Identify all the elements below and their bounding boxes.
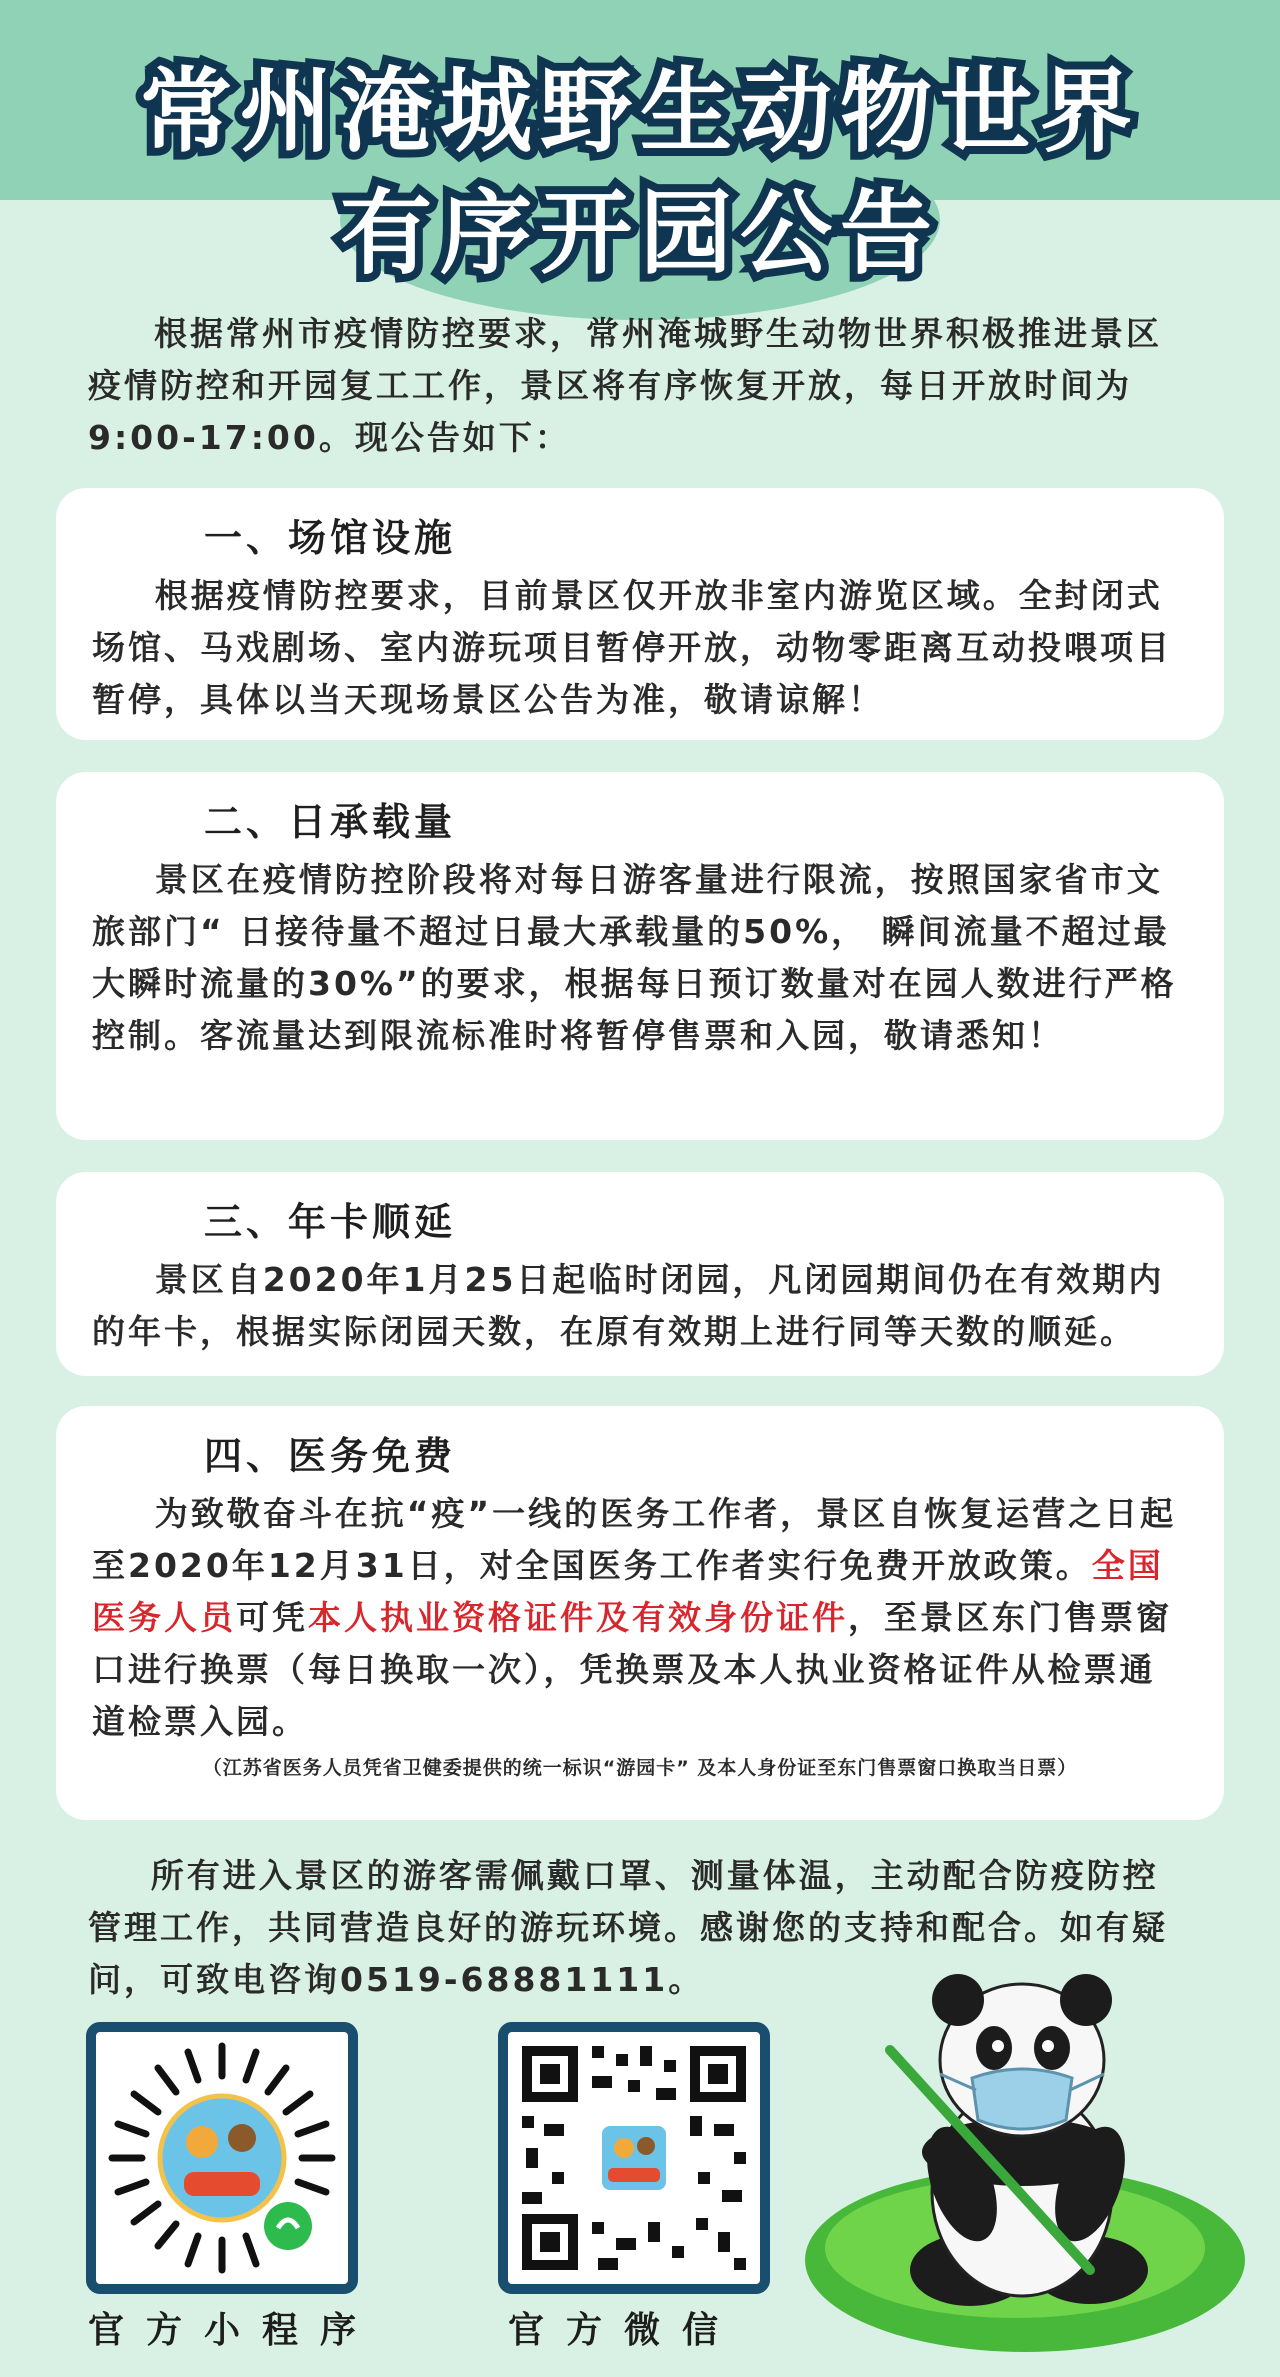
wechat-qr-graphic — [508, 2032, 760, 2284]
section-body: 景区自2020年1月25日起临时闭园，凡闭园期间仍在有效期内的年卡，根据实际闭园天数，在原有效期上进行同等天数的顺延。 — [92, 1260, 1165, 1351]
section-body: 景区在疫情防控阶段将对每日游客量进行限流，按照国家省市文旅部门“ 日接待量不超过日最大承载量的50%， 瞬间流量不超过最大瞬时流量的30%”的要求，根据每日预订数量对在园人数进行严格控制。客流量达到限流标准时将暂停售票和入园，敬请悉知！ — [92, 860, 1177, 1055]
section-venues — [56, 488, 1224, 740]
section-heading: 一、场馆设施 — [204, 516, 457, 560]
section-heading: 三、年卡顺延 — [204, 1200, 457, 1244]
page-title-line2: 有序开园公告 — [339, 180, 940, 287]
section-annual-card — [56, 1172, 1224, 1376]
section-body: 为致敬奋斗在抗“疫”一线的医务工作者，景区自恢复运营之日起至2020年12月31日，对全国医务工作者实行免费开放政策。全国医务人员可凭本人执业资格证件及有效身份证件，至景区东门售票窗口进行换票（每日换取一次），凭换票及本人执业资格证件从检票通道检票入园。 （江苏省医务人员凭省卫健委提供的统一标识“游园卡” 及本人身份证至东门售票窗口换取当日票） — [92, 1488, 1188, 1788]
mini-program-label: 官方小程序 — [88, 2310, 379, 2351]
footer-paragraph: 所有进入景区的游客需佩戴口罩、测量体温，主动配合防疫防控管理工作，共同营造良好的游玩环境。感谢您的支持和配合。如有疑问，可致电咨询0519-68881111。 — [88, 1856, 1168, 1999]
section-heading: 四、医务免费 — [204, 1434, 457, 1478]
intro-paragraph: 根据常州市疫情防控要求，常州淹城野生动物世界积极推进景区疫情防控和开园复工工作，景区将有序恢复开放，每日开放时间为9:00-17:00。现公告如下： — [88, 314, 1162, 457]
mini-program-qr-icon[interactable] — [86, 2022, 358, 2294]
wechat-label: 官方微信 — [508, 2310, 741, 2351]
mini-program-qr-graphic — [96, 2032, 348, 2284]
panda-illustration — [790, 1970, 1250, 2360]
highlight-certificates: 本人执业资格证件及有效身份证件 — [308, 1598, 848, 1637]
section-medical-free — [56, 1406, 1224, 1820]
section-heading: 二、日承载量 — [204, 800, 457, 844]
section-capacity — [56, 772, 1224, 1140]
section-body: 根据疫情防控要求，目前景区仅开放非室内游览区域。全封闭式场馆、马戏剧场、室内游玩项目暂停开放，动物零距离互动投喂项目暂停，具体以当天现场景区公告为准，敬请谅解！ — [92, 576, 1172, 719]
page-title-line1: 常州淹城野生动物世界 — [139, 58, 1140, 165]
section-note: （江苏省医务人员凭省卫健委提供的统一标识“游园卡” 及本人身份证至东门售票窗口换取当日票） — [202, 1757, 1078, 1779]
highlight-medical-staff: 全国医务人员 — [92, 1546, 1164, 1637]
wechat-qr-icon[interactable] — [498, 2022, 770, 2294]
